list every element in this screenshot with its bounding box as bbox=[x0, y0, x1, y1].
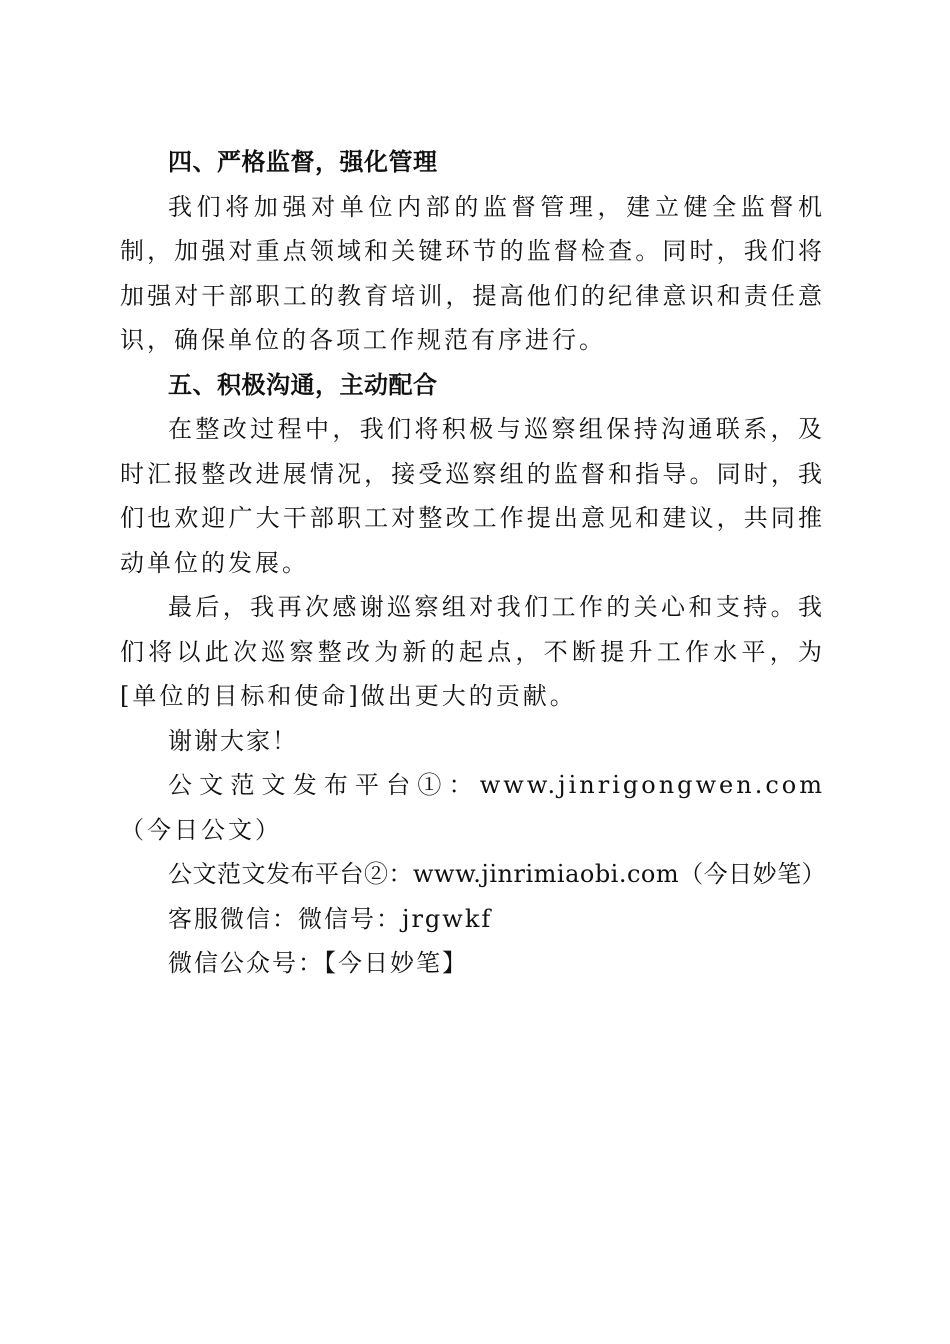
closing-paragraph: 最后，我再次感谢巡察组对我们工作的关心和支持。我们将以此次巡察整改为新的起点，不断提升工作水平，为[单位的目标和使命]做出更大的贡献。 bbox=[120, 593, 825, 710]
section-body-communication: 在整改过程中，我们将积极与巡察组保持沟通联系，及时汇报整改进展情况，接受巡察组的监督和指导。同时，我们也欢迎广大干部职工对整改工作提出意见和建议，共同推动单位的发展。 bbox=[120, 415, 825, 577]
footer-wechat-service: 客服微信：微信号：jrgwkf bbox=[168, 904, 493, 933]
document-page bbox=[120, 140, 825, 986]
footer-platform-1: 公文范文发布平台①：www.jinrigongwen.com（今日公文） bbox=[120, 771, 825, 844]
section-heading-supervision: 四、严格监督，强化管理 bbox=[168, 148, 438, 176]
section-heading-communication: 五、积极沟通，主动配合 bbox=[168, 370, 438, 399]
thanks-line: 谢谢大家！ bbox=[168, 726, 298, 755]
footer-wechat-public: 微信公众号：【今日妙笔】 bbox=[168, 949, 468, 977]
section-body-supervision: 我们将加强对单位内部的监督管理，建立健全监督机制，加强对重点领域和关键环节的监督检查。同时，我们将加强对干部职工的教育培训，提高他们的纪律意识和责任意识，确保单位的各项工作规范有序进行。 bbox=[120, 192, 825, 354]
footer-platform-2: 公文范文发布平台②：www.jinrimiaobi.com（今日妙笔） bbox=[168, 860, 827, 888]
